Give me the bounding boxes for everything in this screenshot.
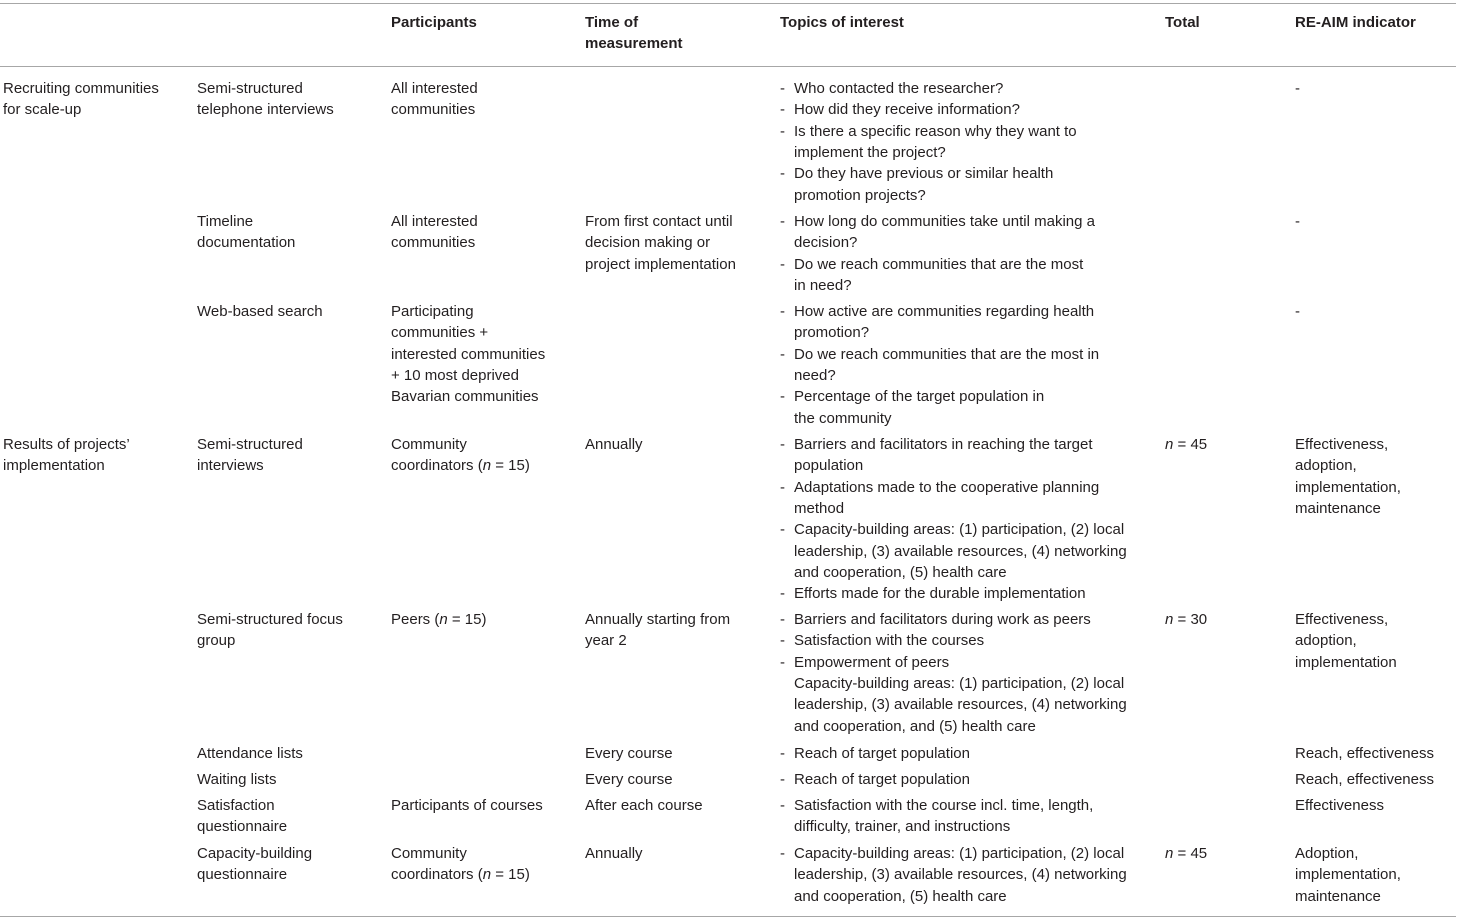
- bullet-dash: -: [780, 80, 785, 97]
- topic-text: Capacity-building areas: (1) participation, (2) local: [794, 674, 1125, 692]
- topic-text: Who contacted the researcher?: [794, 80, 1004, 97]
- bullet-dash: -: [780, 845, 785, 862]
- time-cell: From first contact until: [585, 213, 733, 230]
- topic-text: Percentage of the target population in: [794, 388, 1045, 406]
- bullet-dash: -: [780, 345, 785, 363]
- bullet-dash: -: [780, 165, 785, 183]
- bottom-rule: [0, 916, 1456, 917]
- section-label: implementation: [3, 457, 105, 474]
- topic-text: Efforts made for the durable implementation: [794, 585, 1086, 603]
- participants-cell: coordinators (n = 15): [391, 457, 530, 475]
- reaim-cell: -: [1295, 80, 1300, 97]
- method-cell: questionnaire: [197, 866, 288, 884]
- reaim-cell: implementation,: [1295, 478, 1401, 496]
- bullet-dash: -: [780, 122, 785, 140]
- time-cell: project implementation: [585, 255, 736, 273]
- topic-text: decision?: [794, 234, 858, 252]
- method-cell: Timeline: [197, 213, 254, 230]
- header-time-line1: Time of: [585, 14, 639, 31]
- topic-text: How active are communities regarding health: [794, 303, 1095, 320]
- bullet-dash: -: [780, 388, 785, 406]
- section-label: Results of projects’: [3, 436, 130, 453]
- topic-text: How long do communities take until making a: [794, 213, 1095, 230]
- total-cell: n = 45: [1165, 845, 1208, 862]
- section-label: Recruiting communities: [3, 80, 159, 97]
- topic-text: need?: [794, 366, 836, 384]
- bullet-dash: -: [780, 213, 785, 230]
- topic-text: Satisfaction with the course incl. time, length,: [794, 797, 1094, 814]
- method-cell: Semi-structured: [197, 436, 303, 453]
- bullet-dash: -: [780, 653, 785, 671]
- method-cell: Satisfaction: [197, 797, 275, 814]
- participants-cell: Participating: [391, 303, 474, 320]
- method-cell: Semi-structured focus: [197, 611, 343, 628]
- bullet-dash: -: [780, 478, 785, 496]
- participants-cell: communities: [391, 101, 476, 119]
- topic-text: population: [794, 457, 864, 475]
- top-rule: [0, 3, 1456, 4]
- bullet-dash: -: [780, 303, 785, 320]
- participants-cell: interested communities: [391, 345, 546, 363]
- participants-cell: All interested: [391, 213, 478, 230]
- section-label: for scale-up: [3, 101, 82, 118]
- participants-cell: coordinators (n = 15): [391, 866, 530, 884]
- time-cell: year 2: [585, 632, 627, 650]
- topic-text: promotion projects?: [794, 186, 926, 204]
- time-cell: Annually starting from: [585, 611, 731, 628]
- participants-cell: Peers (n = 15): [391, 611, 487, 628]
- reaim-cell: adoption,: [1295, 457, 1357, 475]
- topic-text: the community: [794, 409, 892, 427]
- topic-text: leadership, (3) available resources, (4) networking: [794, 696, 1127, 714]
- topic-text: Adaptations made to the cooperative planning: [794, 478, 1100, 496]
- participants-cell: All interested: [391, 80, 478, 97]
- reaim-cell: Reach, effectiveness: [1295, 745, 1434, 762]
- topic-text: Reach of target population: [794, 771, 970, 788]
- reaim-cell: maintenance: [1295, 887, 1381, 905]
- topic-text: promotion?: [794, 324, 870, 342]
- participants-cell: Bavarian communities: [391, 388, 539, 406]
- method-cell: Web-based search: [197, 303, 323, 320]
- total-cell: n = 45: [1165, 436, 1208, 453]
- method-cell: interviews: [197, 457, 264, 475]
- reaim-cell: implementation: [1295, 653, 1397, 671]
- method-cell: Semi-structured: [197, 80, 303, 97]
- method-cell: group: [197, 632, 236, 650]
- header-participants: Participants: [391, 14, 477, 31]
- bullet-dash: -: [780, 771, 785, 788]
- reaim-cell: Effectiveness: [1295, 797, 1384, 814]
- time-cell: decision making or: [585, 234, 711, 252]
- bullet-dash: -: [780, 632, 785, 650]
- participants-cell: communities: [391, 234, 476, 252]
- topic-text: Do we reach communities that are the most in: [794, 345, 1100, 363]
- bullet-dash: -: [780, 611, 785, 628]
- method-cell: Waiting lists: [197, 771, 277, 788]
- bullet-dash: -: [780, 745, 785, 762]
- time-cell: Annually: [585, 436, 643, 453]
- time-cell: Every course: [585, 745, 673, 762]
- topic-text: implement the project?: [794, 143, 946, 161]
- topic-text: Barriers and facilitators during work as peers: [794, 611, 1091, 628]
- topic-text: Do they have previous or similar health: [794, 165, 1054, 183]
- topic-text: difficulty, trainer, and instructions: [794, 818, 1011, 836]
- bullet-dash: -: [780, 255, 785, 273]
- participants-cell: + 10 most deprived: [391, 366, 519, 384]
- participants-cell: Community: [391, 436, 467, 453]
- participants-cell: communities +: [391, 324, 489, 342]
- header-topics: Topics of interest: [780, 14, 904, 31]
- topic-text: Reach of target population: [794, 745, 970, 762]
- reaim-cell: Effectiveness,: [1295, 611, 1389, 628]
- reaim-cell: Effectiveness,: [1295, 436, 1389, 453]
- topic-text: in need?: [794, 276, 852, 294]
- method-cell: Capacity-building: [197, 845, 313, 862]
- time-cell: Annually: [585, 845, 643, 862]
- topic-text: method: [794, 499, 845, 517]
- reaim-cell: -: [1295, 303, 1300, 320]
- total-cell: n = 30: [1165, 611, 1208, 628]
- bullet-dash: -: [780, 585, 785, 603]
- time-cell: Every course: [585, 771, 673, 788]
- reaim-cell: adoption,: [1295, 632, 1357, 650]
- header-reaim: RE-AIM indicator: [1295, 14, 1416, 31]
- method-cell: telephone interviews: [197, 101, 334, 119]
- topic-text: and cooperation, and (5) health care: [794, 717, 1036, 735]
- reaim-cell: -: [1295, 213, 1300, 230]
- bullet-dash: -: [780, 101, 785, 119]
- reaim-cell: implementation,: [1295, 866, 1401, 884]
- topic-text: Barriers and facilitators in reaching the target: [794, 436, 1093, 453]
- topic-text: leadership, (3) available resources, (4) networking: [794, 542, 1127, 560]
- method-cell: Attendance lists: [197, 745, 303, 762]
- topic-text: Is there a specific reason why they want to: [794, 122, 1077, 140]
- topic-text: How did they receive information?: [794, 101, 1020, 119]
- topic-text: Empowerment of peers: [794, 653, 950, 671]
- bullet-dash: -: [780, 436, 785, 453]
- header-rule: [0, 66, 1456, 67]
- participants-cell: Participants of courses: [391, 797, 543, 814]
- topic-text: Do we reach communities that are the most: [794, 255, 1084, 273]
- topic-text: and cooperation, (5) health care: [794, 887, 1007, 905]
- header-total: Total: [1165, 14, 1200, 31]
- header-time-line2: measurement: [585, 35, 683, 52]
- time-cell: After each course: [585, 797, 703, 814]
- method-cell: documentation: [197, 234, 296, 252]
- topic-text: Capacity-building areas: (1) participation, (2) local: [794, 521, 1125, 539]
- topic-text: and cooperation, (5) health care: [794, 563, 1007, 581]
- participants-cell: Community: [391, 845, 467, 862]
- bullet-dash: -: [780, 521, 785, 539]
- reaim-cell: Adoption,: [1295, 845, 1359, 862]
- method-cell: questionnaire: [197, 818, 288, 836]
- reaim-cell: Reach, effectiveness: [1295, 771, 1434, 788]
- reaim-cell: maintenance: [1295, 499, 1381, 517]
- topic-text: Satisfaction with the courses: [794, 632, 985, 650]
- topic-text: Capacity-building areas: (1) participation, (2) local: [794, 845, 1125, 862]
- bullet-dash: -: [780, 797, 785, 814]
- topic-text: leadership, (3) available resources, (4) networking: [794, 866, 1127, 884]
